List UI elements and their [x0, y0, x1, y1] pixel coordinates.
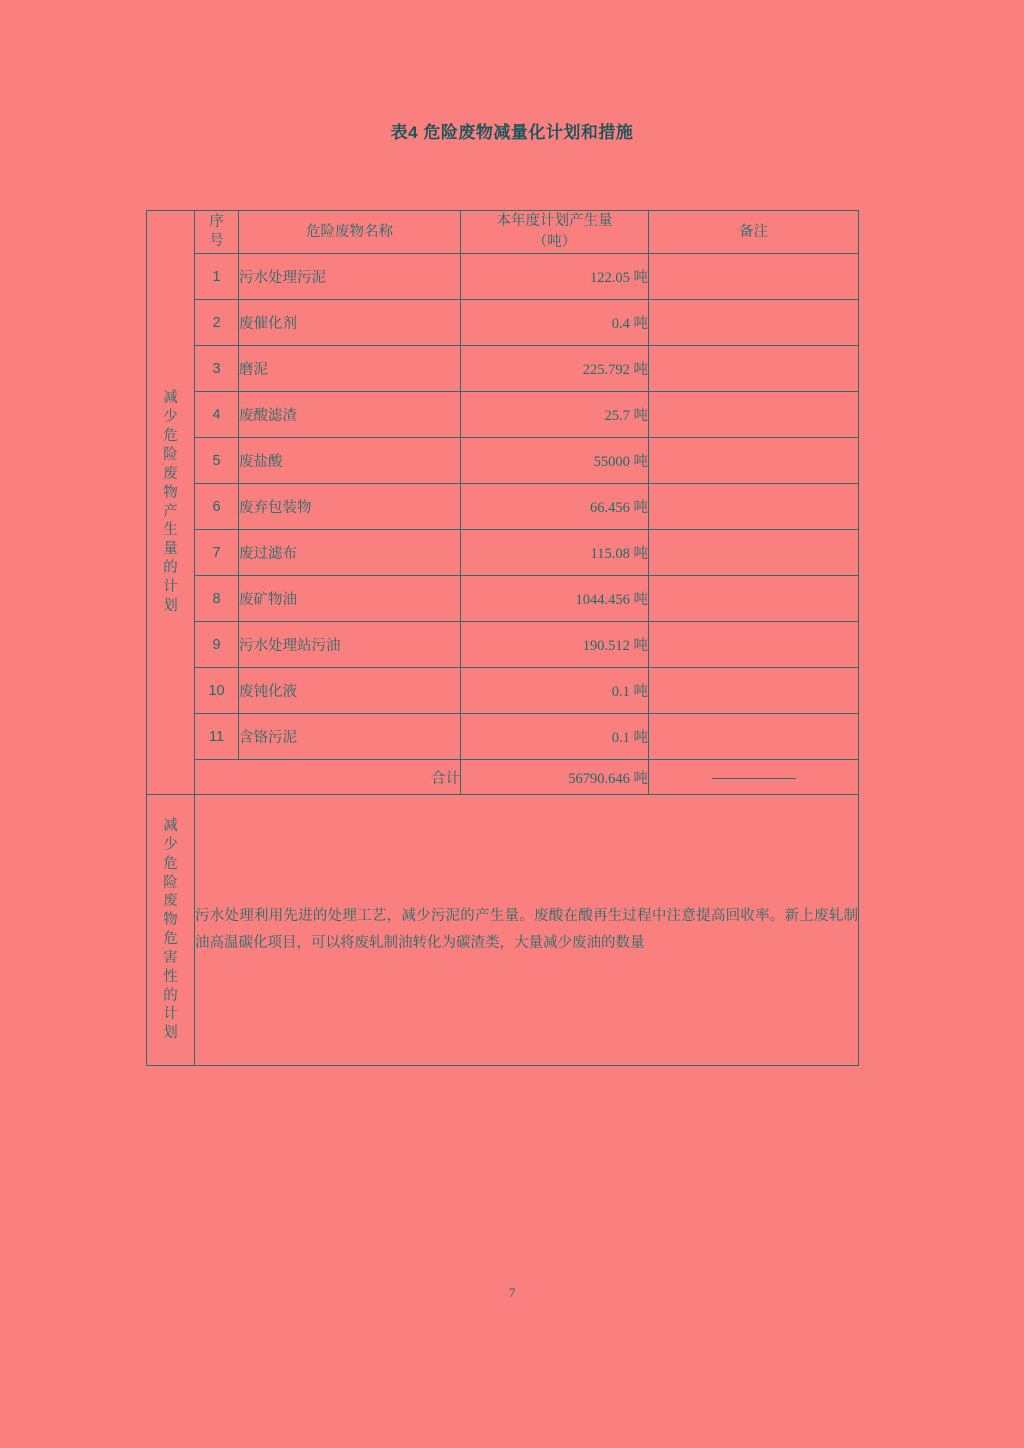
- table-row: [147, 346, 859, 392]
- row-note: [649, 530, 859, 576]
- row-note: [649, 714, 859, 760]
- row-note: [649, 668, 859, 714]
- row-no: 11: [195, 714, 239, 760]
- header-no: [195, 211, 239, 254]
- row-waste-name: 废过滤布: [239, 530, 461, 576]
- header-note: 备注: [649, 211, 859, 254]
- row-quantity: 190.512 吨: [461, 622, 649, 668]
- row-note: [649, 392, 859, 438]
- header-no-line2: 号: [209, 233, 224, 250]
- table-row: [147, 668, 859, 714]
- row-waste-name: 废酸滤渣: [239, 392, 461, 438]
- table-row: [147, 254, 859, 300]
- row-note: [649, 346, 859, 392]
- table-row: [147, 392, 859, 438]
- header-planned-quantity-line2: （吨）: [532, 234, 577, 251]
- total-note: [649, 760, 859, 795]
- table-row: [147, 300, 859, 346]
- row-waste-name: 废盐酸: [239, 438, 461, 484]
- row-no: 6: [195, 484, 239, 530]
- row-quantity: 25.7 吨: [461, 392, 649, 438]
- row-note: [649, 300, 859, 346]
- header-no-line1: 序: [209, 214, 224, 231]
- row-no: 3: [195, 346, 239, 392]
- table-row: [147, 438, 859, 484]
- table-row: [147, 484, 859, 530]
- row-waste-name: 废钝化液: [239, 668, 461, 714]
- hazardous-waste-table-container: [146, 210, 858, 1066]
- table-total-row: [147, 760, 859, 795]
- row-quantity: 0.1 吨: [461, 714, 649, 760]
- table-row: [147, 714, 859, 760]
- page-title: 表4 危险废物减量化计划和措施: [390, 123, 634, 142]
- row-waste-name: 磨泥: [239, 346, 461, 392]
- header-planned-quantity-line1: 本年度计划产生量: [496, 213, 613, 229]
- row-no: 10: [195, 668, 239, 714]
- total-value: 56790.646 吨: [461, 760, 649, 795]
- row-note: [649, 484, 859, 530]
- row-quantity: 0.4 吨: [461, 300, 649, 346]
- row-no: 9: [195, 622, 239, 668]
- table-header-row: [147, 211, 859, 254]
- row-note: [649, 438, 859, 484]
- side-label-reduction-quantity: [147, 211, 195, 795]
- header-planned-quantity: [461, 211, 649, 254]
- row-quantity: 55000 吨: [461, 438, 649, 484]
- row-waste-name: 废矿物油: [239, 576, 461, 622]
- total-label: 合计: [195, 760, 461, 795]
- row-waste-name: 含铬污泥: [239, 714, 461, 760]
- row-note: [649, 576, 859, 622]
- table-row: [147, 530, 859, 576]
- row-quantity: 66.456 吨: [461, 484, 649, 530]
- row-note: [649, 622, 859, 668]
- row-quantity: 225.792 吨: [461, 346, 649, 392]
- dash-line-icon: [712, 778, 796, 780]
- row-no: 5: [195, 438, 239, 484]
- page-number: 7: [508, 1285, 516, 1300]
- side-label-reduction-quantity-text: 减少危险废物产生量的计划: [163, 390, 178, 614]
- row-no: 1: [195, 254, 239, 300]
- row-quantity: 1044.456 吨: [461, 576, 649, 622]
- measures-text: 污水处理利用先进的处理工艺，减少污泥的产生量。废酸在酸再生过程中注意提高回收率。新上废轧制油高温碳化项目，可以将废轧制油转化为碳渣类，大量减少废油的数量: [195, 795, 859, 1066]
- row-waste-name: 废弃包装物: [239, 484, 461, 530]
- row-note: [649, 254, 859, 300]
- row-waste-name: 废催化剂: [239, 300, 461, 346]
- side-label-reduction-hazard-text: 减少危险废物危害性的计划: [163, 817, 178, 1042]
- side-label-reduction-hazard: [147, 795, 195, 1066]
- table-row: [147, 576, 859, 622]
- row-no: 8: [195, 576, 239, 622]
- row-waste-name: 污水处理污泥: [239, 254, 461, 300]
- row-no: 7: [195, 530, 239, 576]
- row-quantity: 0.1 吨: [461, 668, 649, 714]
- row-waste-name: 污水处理站污油: [239, 622, 461, 668]
- row-no: 2: [195, 300, 239, 346]
- header-waste-name: 危险废物名称: [239, 211, 461, 254]
- table-row: [147, 622, 859, 668]
- row-no: 4: [195, 392, 239, 438]
- row-quantity: 115.08 吨: [461, 530, 649, 576]
- measures-row: [147, 795, 859, 1066]
- hazardous-waste-reduction-table: [146, 210, 859, 1066]
- row-quantity: 122.05 吨: [461, 254, 649, 300]
